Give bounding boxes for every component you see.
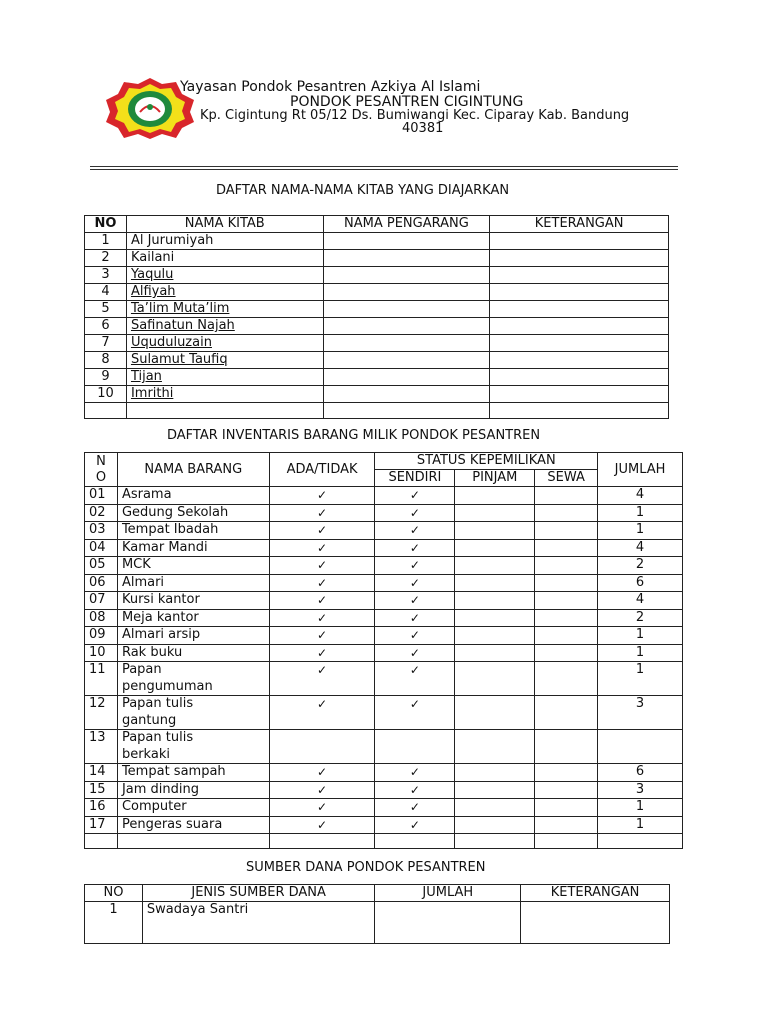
row-no: 08 (85, 609, 118, 627)
row-pinjam (455, 662, 535, 696)
row-sendiri (375, 627, 455, 645)
row-jumlah: 1 (598, 816, 683, 834)
table-row (85, 250, 669, 267)
row-jumlah: 4 (598, 487, 683, 505)
header-divider (90, 166, 678, 167)
row-ada (269, 644, 375, 662)
col-ada-tidak: ADA/TIDAK (269, 453, 375, 487)
check-icon: ✓ (317, 800, 328, 814)
inventaris-table (84, 452, 683, 849)
row-no: 13 (85, 730, 118, 764)
row-no: 3 (85, 267, 127, 284)
row-jumlah: 4 (598, 539, 683, 557)
row-jumlah: 2 (598, 609, 683, 627)
row-jumlah: 6 (598, 764, 683, 782)
check-icon: ✓ (409, 663, 420, 677)
col-sewa: SEWA (535, 470, 598, 487)
row-nama: Meja kantor (117, 609, 269, 627)
row-sewa (535, 627, 598, 645)
table-row (85, 662, 683, 696)
check-icon: ✓ (317, 575, 328, 590)
check-icon: ✓ (317, 628, 328, 642)
row-no: 6 (85, 318, 127, 335)
row-pinjam (455, 592, 535, 610)
row-pinjam (455, 730, 535, 764)
row-jumlah (598, 730, 683, 764)
check-icon: ✓ (317, 697, 328, 711)
row-sewa (535, 799, 598, 817)
row-pinjam (455, 487, 535, 505)
table-row (85, 557, 683, 575)
row-sendiri (375, 730, 455, 764)
table-header-row (85, 885, 670, 902)
row-ada (269, 662, 375, 696)
check-icon: ✓ (317, 817, 328, 832)
table-row (85, 352, 669, 369)
row-pinjam (455, 557, 535, 575)
row-ada (269, 781, 375, 799)
row-nama: Gedung Sekolah (117, 504, 269, 522)
row-no: 4 (85, 284, 127, 301)
row-nama: Asrama (117, 487, 269, 505)
row-nama: Pengeras suara (117, 816, 269, 834)
check-icon: ✓ (409, 800, 420, 814)
row-sewa (535, 504, 598, 522)
row-no: 7 (85, 335, 127, 352)
col-status: STATUS KEPEMILIKAN (375, 453, 598, 470)
row-no: 15 (85, 781, 118, 799)
table-row (85, 504, 683, 522)
row-no: 1 (85, 233, 127, 250)
col-nama-kitab: NAMA KITAB (126, 216, 323, 233)
col-nama-barang: NAMA BARANG (117, 453, 269, 487)
row-jumlah: 1 (598, 627, 683, 645)
row-nama: Safinatun Najah (126, 318, 323, 335)
kitab-table (84, 215, 669, 419)
row-no: 2 (85, 250, 127, 267)
header-divider (90, 169, 678, 170)
row-no: 9 (85, 369, 127, 386)
row-sewa (535, 592, 598, 610)
row-jumlah: 4 (598, 592, 683, 610)
row-sewa (535, 539, 598, 557)
row-no: 04 (85, 539, 118, 557)
row-sewa (535, 522, 598, 540)
row-sendiri (375, 592, 455, 610)
row-ada (269, 730, 375, 764)
row-ada (269, 696, 375, 730)
row-pinjam (455, 504, 535, 522)
row-sewa (535, 644, 598, 662)
row-sendiri (375, 644, 455, 662)
table-row (85, 487, 683, 505)
row-sewa (535, 662, 598, 696)
table-row (85, 318, 669, 335)
row-no: 10 (85, 386, 127, 403)
row-no: 1 (85, 902, 143, 944)
check-icon: ✓ (317, 765, 328, 779)
row-ada (269, 816, 375, 834)
row-nama: Papan tulis berkaki (117, 730, 269, 764)
col-sendiri: SENDIRI (375, 470, 455, 487)
row-ada (269, 522, 375, 540)
col-jenis: JENIS SUMBER DANA (142, 885, 375, 902)
row-jumlah: 1 (598, 644, 683, 662)
table-row (85, 902, 670, 944)
table-row (85, 816, 683, 834)
row-pinjam (455, 781, 535, 799)
row-sendiri (375, 816, 455, 834)
row-ada (269, 557, 375, 575)
row-no: 17 (85, 816, 118, 834)
row-jumlah: 6 (598, 574, 683, 592)
row-sendiri (375, 522, 455, 540)
row-ada (269, 487, 375, 505)
table-row (85, 696, 683, 730)
check-icon: ✓ (317, 645, 328, 660)
row-sendiri (375, 504, 455, 522)
row-nama: Tijan (126, 369, 323, 386)
col-jumlah: JUMLAH (375, 885, 521, 902)
row-nama: Kamar Mandi (117, 539, 269, 557)
check-icon: ✓ (409, 488, 420, 502)
row-jumlah: 1 (598, 504, 683, 522)
row-sewa (535, 781, 598, 799)
table-row (85, 539, 683, 557)
row-no: 03 (85, 522, 118, 540)
row-nama: Ta’lim Muta’lim (126, 301, 323, 318)
table-row (85, 609, 683, 627)
table-header-row (85, 216, 669, 233)
row-pinjam (455, 696, 535, 730)
row-jumlah: 3 (598, 781, 683, 799)
row-nama: Imrithi (126, 386, 323, 403)
org-name: Yayasan Pondok Pesantren Azkiya Al Islami (180, 79, 481, 95)
row-pinjam (455, 644, 535, 662)
table-row (85, 267, 669, 284)
check-icon: ✓ (317, 593, 328, 607)
row-sewa (535, 574, 598, 592)
row-sendiri (375, 662, 455, 696)
check-icon: ✓ (317, 540, 328, 555)
row-sewa (535, 764, 598, 782)
row-pinjam (455, 609, 535, 627)
check-icon: ✓ (409, 782, 420, 797)
row-jenis: Swadaya Santri (142, 902, 375, 944)
check-icon: ✓ (409, 523, 420, 537)
check-icon: ✓ (409, 575, 420, 590)
check-icon: ✓ (317, 505, 328, 520)
row-sendiri (375, 696, 455, 730)
row-pinjam (455, 574, 535, 592)
col-pinjam: PINJAM (455, 470, 535, 487)
school-name: PONDOK PESANTREN CIGINTUNG (290, 94, 524, 110)
table-row (85, 369, 669, 386)
row-nama: MCK (117, 557, 269, 575)
row-ada (269, 539, 375, 557)
row-pinjam (455, 764, 535, 782)
row-nama: Alfiyah (126, 284, 323, 301)
row-nama: Uquduluzain (126, 335, 323, 352)
check-icon: ✓ (409, 610, 420, 625)
row-no: 07 (85, 592, 118, 610)
row-ada (269, 764, 375, 782)
check-icon: ✓ (317, 558, 328, 572)
row-nama: Papan pengumuman (117, 662, 269, 696)
col-keterangan: KETERANGAN (521, 885, 670, 902)
row-no: 5 (85, 301, 127, 318)
col-jumlah: JUMLAH (598, 453, 683, 487)
row-sewa (535, 487, 598, 505)
row-ada (269, 574, 375, 592)
row-jumlah: 1 (598, 662, 683, 696)
check-icon: ✓ (409, 697, 420, 711)
row-sendiri (375, 781, 455, 799)
row-sewa (535, 557, 598, 575)
row-no: 10 (85, 644, 118, 662)
row-ada (269, 504, 375, 522)
row-no: 14 (85, 764, 118, 782)
row-jumlah: 1 (598, 522, 683, 540)
row-no: 02 (85, 504, 118, 522)
row-pinjam (455, 816, 535, 834)
col-no: NO (85, 216, 127, 233)
letterhead (0, 0, 768, 170)
row-no: 11 (85, 662, 118, 696)
col-no: NO (85, 885, 143, 902)
row-no: 12 (85, 696, 118, 730)
row-nama: Almari (117, 574, 269, 592)
table-row (85, 233, 669, 250)
check-icon: ✓ (317, 488, 328, 502)
row-nama: Yaqulu (126, 267, 323, 284)
row-sendiri (375, 539, 455, 557)
check-icon: ✓ (409, 628, 420, 642)
row-jumlah: 2 (598, 557, 683, 575)
row-sendiri (375, 487, 455, 505)
row-nama: Tempat Ibadah (117, 522, 269, 540)
table-row (85, 644, 683, 662)
row-no: 8 (85, 352, 127, 369)
row-nama: Rak buku (117, 644, 269, 662)
check-icon: ✓ (317, 610, 328, 625)
row-nama: Al Jurumiyah (126, 233, 323, 250)
row-sewa (535, 696, 598, 730)
row-ada (269, 609, 375, 627)
table-row (85, 764, 683, 782)
check-icon: ✓ (317, 782, 328, 797)
row-sendiri (375, 799, 455, 817)
table-row (85, 834, 683, 849)
row-ada (269, 592, 375, 610)
row-sewa (535, 816, 598, 834)
row-nama: Almari arsip (117, 627, 269, 645)
check-icon: ✓ (409, 765, 420, 779)
dana-title: SUMBER DANA PONDOK PESANTREN (246, 860, 486, 875)
kitab-title: DAFTAR NAMA-NAMA KITAB YANG DIAJARKAN (216, 183, 510, 198)
table-header-row (85, 453, 683, 470)
dana-table (84, 884, 670, 944)
row-nama: Kursi kantor (117, 592, 269, 610)
col-pengarang: NAMA PENGARANG (323, 216, 490, 233)
check-icon: ✓ (409, 540, 420, 555)
row-nama: Jam dinding (117, 781, 269, 799)
row-nama: Papan tulis gantung (117, 696, 269, 730)
table-row (85, 386, 669, 403)
row-sewa (535, 609, 598, 627)
table-row (85, 574, 683, 592)
row-pinjam (455, 627, 535, 645)
postal-code: 40381 (402, 121, 444, 136)
table-row (85, 730, 683, 764)
check-icon: ✓ (409, 558, 420, 572)
row-sendiri (375, 557, 455, 575)
col-no: N O (85, 453, 118, 487)
row-pinjam (455, 539, 535, 557)
inventaris-title: DAFTAR INVENTARIS BARANG MILIK PONDOK PESANTREN (167, 428, 541, 443)
check-icon: ✓ (409, 817, 420, 832)
table-row (85, 301, 669, 318)
row-jumlah: 3 (598, 696, 683, 730)
table-row (85, 799, 683, 817)
check-icon: ✓ (317, 523, 328, 537)
table-row (85, 284, 669, 301)
check-icon: ✓ (409, 593, 420, 607)
row-no: 09 (85, 627, 118, 645)
row-no: 01 (85, 487, 118, 505)
row-sendiri (375, 609, 455, 627)
check-icon: ✓ (409, 505, 420, 520)
row-nama: Tempat sampah (117, 764, 269, 782)
table-row (85, 592, 683, 610)
table-row (85, 403, 669, 419)
row-sendiri (375, 574, 455, 592)
table-row (85, 335, 669, 352)
row-no: 05 (85, 557, 118, 575)
check-icon: ✓ (317, 663, 328, 677)
row-pinjam (455, 799, 535, 817)
row-no: 16 (85, 799, 118, 817)
row-nama: Computer (117, 799, 269, 817)
table-row (85, 522, 683, 540)
row-sendiri (375, 764, 455, 782)
row-nama: Sulamut Taufiq (126, 352, 323, 369)
row-nama: Kailani (126, 250, 323, 267)
address-line: Kp. Cigintung Rt 05/12 Ds. Bumiwangi Kec. Ciparay Kab. Bandung (200, 108, 630, 123)
row-pinjam (455, 522, 535, 540)
table-row (85, 781, 683, 799)
check-icon: ✓ (409, 645, 420, 660)
row-ada (269, 799, 375, 817)
row-sewa (535, 730, 598, 764)
row-ada (269, 627, 375, 645)
row-jumlah: 1 (598, 799, 683, 817)
col-keterangan: KETERANGAN (490, 216, 669, 233)
row-no: 06 (85, 574, 118, 592)
table-row (85, 627, 683, 645)
